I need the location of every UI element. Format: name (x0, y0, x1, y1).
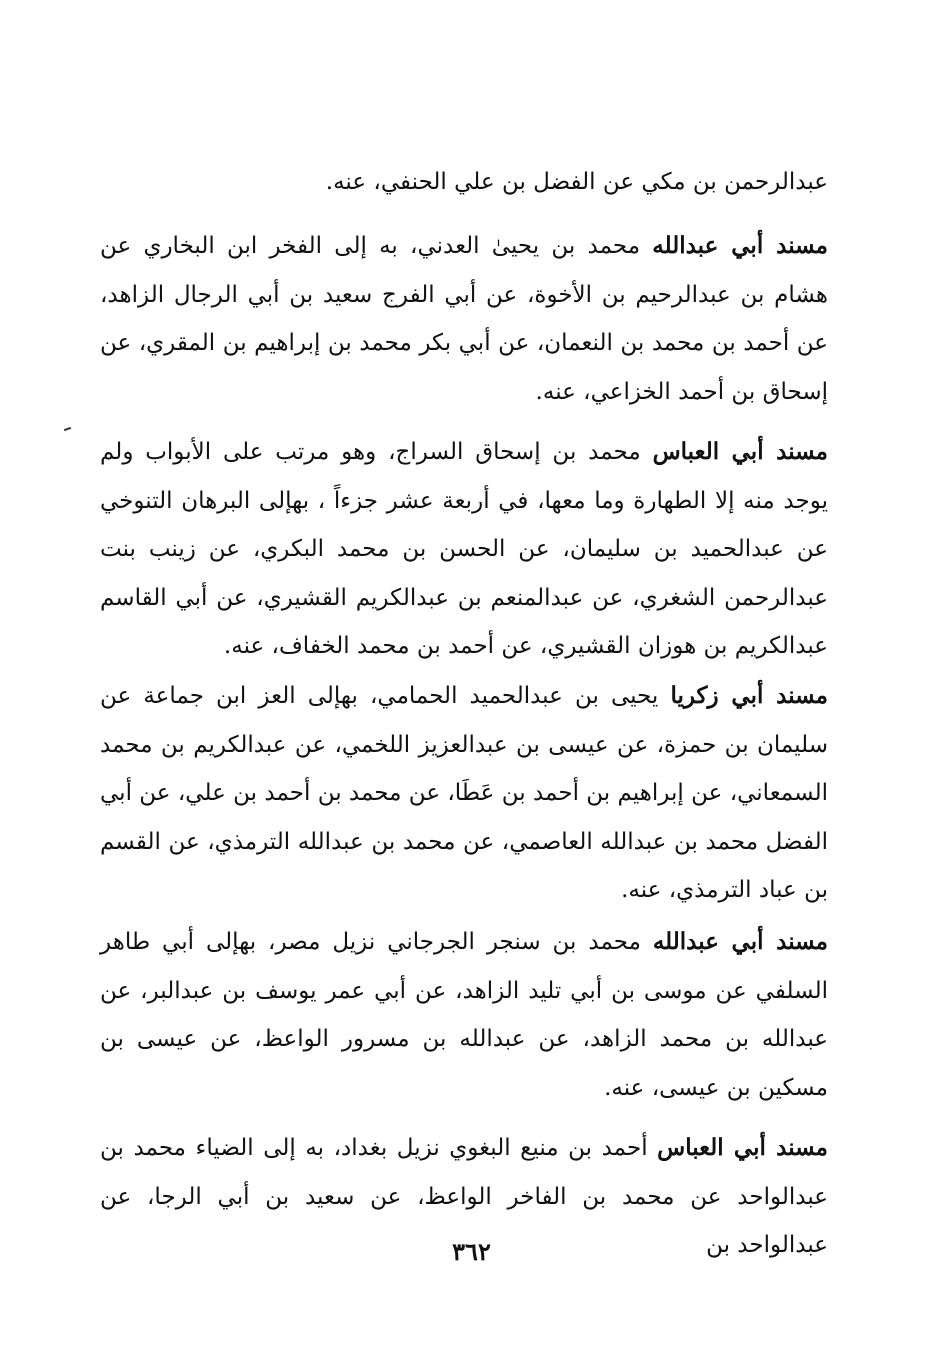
entry-paragraph (100, 918, 828, 1112)
entry-paragraph (100, 672, 828, 915)
entry-text: محمد بن يحيىٰ العدني، به إلى الفخر ابن البخاري عن هشام بن عبدالرحيم بن الأخوة، عن أبي الفرج سعيد بن أبي الرجال الزاهد، عن أحمد بن محمد بن النعمان، عن أبي بكر محمد بن إبراهيم بن المقري، عن إسحاق بن أحمد الخزاعي، عنه. (100, 233, 828, 405)
entry-paragraph (100, 428, 828, 671)
entry-text: محمد بن إسحاق السراج، وهو مرتب على الأبواب ولم يوجد منه إلا الطهارة وما معها، في أربعة عشر جزءاً ، بهإلى البرهان التنوخي عن عبدالحميد بن سليمان، عن الحسن بن محمد البكري، عن زينب بنت عبدالرحمن الشغري، عن عبدالمنعم بن عبدالكريم القشيري، عن أبي القاسم عبدالكريم بن هوزان القشيري، عن أحمد بن محمد الخفاف، عنه. (100, 439, 828, 659)
entry-text: محمد بن سنجر الجرجاني نزيل مصر، بهإلى أبي طاهر السلفي عن موسى بن أبي تليد الزاهد، عن أبي عمر يوسف بن عبدالبر، عن عبدالله بن محمد الزاهد، عن عبدالله بن مسرور الواعظ، عن عيسى بن مسكين بن عيسى، عنه. (100, 929, 828, 1101)
entry-paragraph (100, 222, 828, 416)
opening-line: عبدالرحمن بن مكي عن الفضل بن علي الحنفي، عنه. (325, 169, 828, 195)
entry-heading: مسند أبي عبدالله (652, 232, 828, 259)
margin-mark (64, 427, 71, 431)
entry-heading: مسند أبي عبدالله (652, 928, 828, 955)
entry-text: أحمد بن منيع البغوي نزيل بغداد، به إلى الضياء محمد بن عبدالواحد عن محمد بن الفاخر الواعظ، عن سعيد بن أبي الرجا، عن عبدالواحد بن (100, 1135, 828, 1258)
entry-heading: مسند أبي زكريا (670, 682, 829, 709)
entry-heading: مسند أبي العباس (657, 1134, 828, 1161)
entry-text: يحيى بن عبدالحميد الحمامي، بهإلى العز ابن جماعة عن سليمان بن حمزة، عن عيسى بن عبدالعزيز اللخمي، عن عبدالكريم بن محمد السمعاني، عن إبراهيم بن أحمد بن عَطَا، عن محمد بن أحمد بن علي، عن أبي الفضل محمد بن عبدالله العاصمي، عن محمد بن عبدالله الترمذي، عن القسم بن عباد الترمذي، عنه. (100, 683, 828, 903)
page-number: ٣٦٢ (452, 1237, 491, 1266)
entry-heading: مسند أبي العباس (652, 438, 828, 465)
